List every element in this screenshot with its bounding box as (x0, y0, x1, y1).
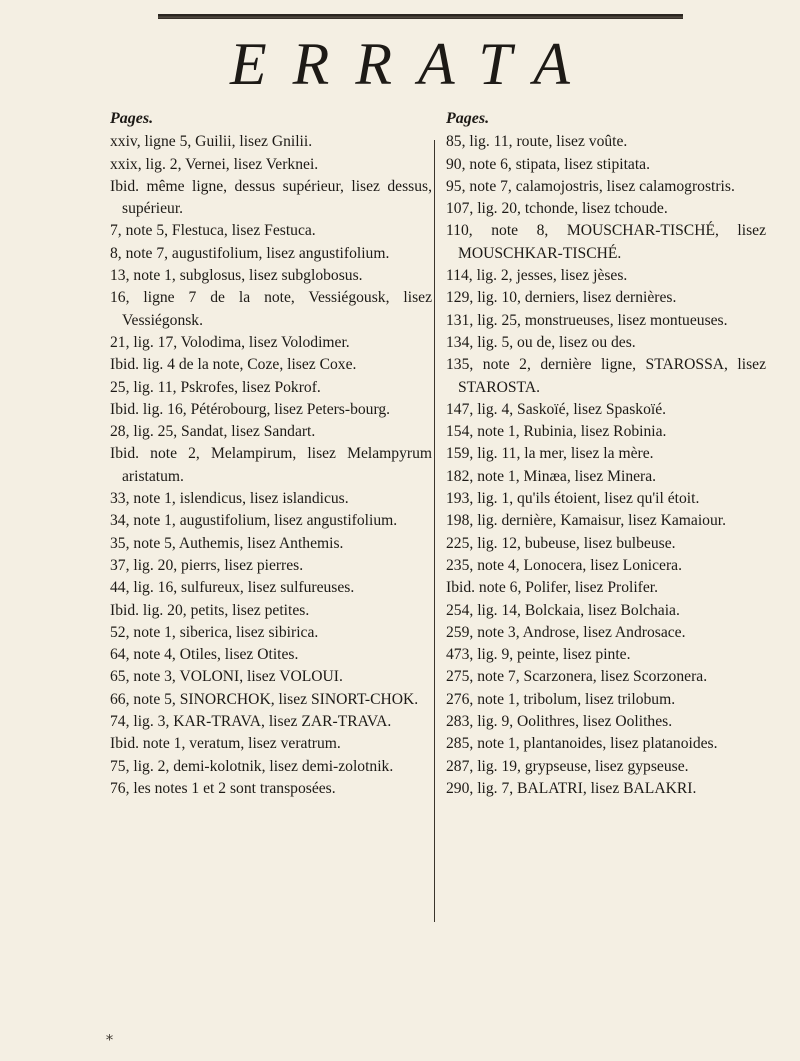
errata-entry: 75, lig. 2, demi-kolotnik, lisez demi-zolotnik. (110, 757, 394, 775)
errata-entry: 131, lig. 25, monstrueuses, lisez montueuses. (446, 311, 728, 329)
errata-entry: 107, lig. 20, tchonde, lisez tchoude. (446, 200, 668, 218)
errata-entry: 254, lig. 14, Bolckaia, lisez Bolchaia. (446, 601, 680, 619)
errata-entry: 193, lig. 1, qu'ils étoient, lisez qu'il étoit. (446, 490, 700, 508)
errata-entry: 16, ligne 7 de la note, Vessiégousk, lisez Vessiégonsk. (110, 289, 432, 329)
page-title: ERRATA (230, 31, 596, 97)
errata-entry: 74, lig. 3, KAR-TRAVA, lisez ZAR-TRAVA. (110, 713, 392, 731)
errata-entry: 8, note 7, augustifolium, lisez angustifolium. (110, 244, 390, 262)
right-column-heading: Pages. (446, 110, 490, 127)
errata-entry: 35, note 5, Authemis, lisez Anthemis. (110, 534, 344, 552)
errata-entry: 33, note 1, islendicus, lisez islandicus. (110, 490, 349, 508)
errata-entry: 76, les notes 1 et 2 sont transposées. (110, 779, 336, 797)
errata-entry: 90, note 6, stipata, lisez stipitata. (446, 155, 650, 173)
errata-entry: Ibid. lig. 4 de la note, Coze, lisez Coxe. (110, 356, 357, 374)
left-column (110, 108, 432, 800)
errata-entry: 290, lig. 7, BALATRI, lisez BALAKRI. (446, 779, 697, 797)
right-column (446, 108, 766, 800)
right-entry-list (446, 131, 766, 800)
errata-entry: 147, lig. 4, Saskoïé, lisez Spaskoïé. (446, 400, 667, 418)
errata-entry: 85, lig. 11, route, lisez voûte. (446, 133, 628, 151)
errata-entry: Ibid. lig. 16, Pétérobourg, lisez Peters-bourg. (110, 400, 391, 418)
errata-entry: 283, lig. 9, Oolithres, lisez Oolithes. (446, 713, 673, 731)
errata-entry: 276, note 1, tribolum, lisez trilobum. (446, 690, 676, 708)
errata-entry: 287, lig. 19, grypseuse, lisez gypseuse. (446, 757, 689, 775)
errata-entry: 34, note 1, augustifolium, lisez angustifolium. (110, 512, 398, 530)
errata-entry: 154, note 1, Rubinia, lisez Robinia. (446, 423, 667, 441)
errata-entry: 25, lig. 11, Pskrofes, lisez Pokrof. (110, 378, 321, 396)
errata-entry: 7, note 5, Flestuca, lisez Festuca. (110, 222, 316, 240)
errata-entry: 52, note 1, siberica, lisez sibirica. (110, 623, 319, 641)
errata-entry: 28, lig. 25, Sandat, lisez Sandart. (110, 423, 316, 441)
errata-entry: 135, note 2, dernière ligne, STAROSSA, lisez STAROSTA. (446, 356, 766, 396)
errata-entry: 66, note 5, SINORCHOK, lisez SINORT-CHOK. (110, 690, 419, 708)
errata-entry: 110, note 8, MOUSCHAR-TISCHÉ, lisez MOUSCHKAR-TISCHÉ. (446, 222, 766, 262)
errata-entry: 129, lig. 10, derniers, lisez dernières. (446, 289, 677, 307)
left-entry-list (110, 131, 432, 800)
errata-entry: Ibid. note 6, Polifer, lisez Prolifer. (446, 579, 659, 597)
errata-entry: 134, lig. 5, ou de, lisez ou des. (446, 333, 636, 351)
errata-entry: 37, lig. 20, pierrs, lisez pierres. (110, 556, 304, 574)
errata-entry: 473, lig. 9, peinte, lisez pinte. (446, 646, 631, 664)
errata-entry: 182, note 1, Minæa, lisez Minera. (446, 467, 657, 485)
errata-entry: Ibid. note 2, Melampirum, lisez Melampyrum aristatum. (110, 445, 432, 485)
errata-entry: 44, lig. 16, sulfureux, lisez sulfureuses. (110, 579, 355, 597)
errata-entry: 95, note 7, calamojostris, lisez calamogrostris. (446, 177, 735, 195)
errata-entry: 13, note 1, subglosus, lisez subglobosus. (110, 267, 363, 285)
corner-mark: ⁎ (106, 1029, 113, 1044)
left-column-heading: Pages. (110, 110, 154, 127)
errata-entry: 235, note 4, Lonocera, lisez Lonicera. (446, 556, 682, 574)
errata-entry: Ibid. même ligne, dessus supérieur, lisez dessus, supérieur. (110, 177, 432, 218)
errata-entry: 65, note 3, VOLONI, lisez VOLOUI. (110, 668, 343, 686)
errata-entry: 259, note 3, Androse, lisez Androsace. (446, 623, 686, 641)
errata-entry: 21, lig. 17, Volodima, lisez Volodimer. (110, 333, 350, 351)
errata-entry: xxix, lig. 2, Vernei, lisez Verknei. (110, 155, 319, 173)
header-rule (158, 14, 683, 19)
errata-entry: 64, note 4, Otiles, lisez Otites. (110, 646, 299, 664)
errata-entry: 275, note 7, Scarzonera, lisez Scorzonera. (446, 668, 708, 686)
errata-entry: 285, note 1, plantanoides, lisez platanoides. (446, 735, 718, 753)
column-divider (434, 140, 435, 922)
errata-entry: 225, lig. 12, bubeuse, lisez bulbeuse. (446, 534, 676, 552)
errata-entry: Ibid. lig. 20, petits, lisez petites. (110, 601, 310, 619)
errata-entry: 198, lig. dernière, Kamaisur, lisez Kamaiour. (446, 512, 726, 530)
errata-entry: 159, lig. 11, la mer, lisez la mère. (446, 445, 654, 463)
errata-entry: xxiv, ligne 5, Guilii, lisez Gnilii. (110, 133, 313, 151)
errata-entry: 114, lig. 2, jesses, lisez jèses. (446, 267, 628, 285)
errata-entry: Ibid. note 1, veratum, lisez veratrum. (110, 735, 341, 753)
